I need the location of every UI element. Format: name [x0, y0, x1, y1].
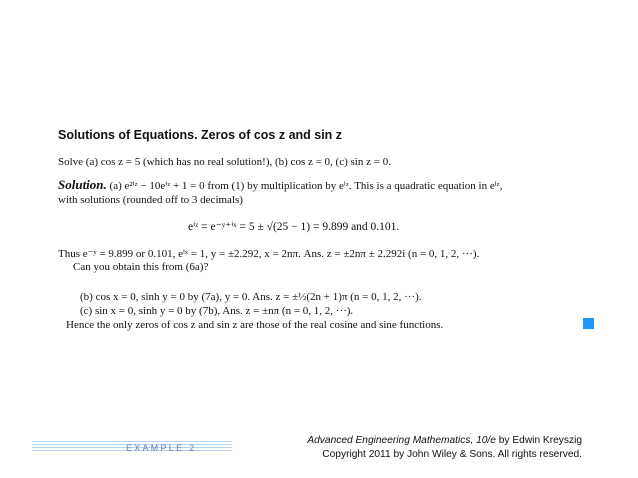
thus-line: Thus e⁻ʸ = 9.899 or 0.101, eⁱˣ = 1, y = ±2.292, x = 2nπ. Ans. z = ±2nπ ± 2.292i (n = 0, 1, 2, ···).: [58, 248, 480, 260]
footer-book-line: [307, 434, 582, 448]
solution-line-2: with solutions (rounded off to 3 decimals): [58, 194, 243, 206]
footer-copyright: Copyright 2011 by John Wiley & Sons. All rights reserved.: [322, 449, 582, 460]
example-title: Solutions of Equations. Zeros of cos z and sin z: [58, 128, 343, 142]
solution-label: Solution.: [58, 177, 107, 192]
solution-text-1: (a) e²ⁱᶻ − 10eⁱᶻ + 1 = 0 from (1) by multiplication by eⁱᶻ. This is a quadratic equation in eⁱᶻ,: [109, 180, 503, 192]
part-c-line: (c) sin x = 0, sinh y = 0 by (7b), Ans. z = ±nπ (n = 0, 1, 2, ···).: [80, 305, 354, 317]
quadratic-solution-equation: eⁱᶻ = e⁻ʸ⁺ⁱˣ = 5 ± √(25 − 1) = 9.899 and 0.101.: [188, 221, 400, 233]
conclusion-line: Hence the only zeros of cos z and sin z are those of the real cosine and sine functions.: [66, 319, 444, 331]
footer-citation: [307, 434, 582, 462]
accent-square: [583, 318, 594, 329]
problem-statement: Solve (a) cos z = 5 (which has no real solution!), (b) cos z = 0, (c) sin z = 0.: [58, 156, 391, 168]
solution-line-1: [58, 177, 502, 193]
footer-author: by Edwin Kreyszig: [495, 435, 582, 446]
footer-book-title: Advanced Engineering Mathematics, 10/e: [307, 435, 496, 446]
example-number-label: EXAMPLE 2: [126, 443, 197, 453]
part-b-line: (b) cos x = 0, sinh y = 0 by (7a), y = 0. Ans. z = ±½(2n + 1)π (n = 0, 1, 2, ···).: [80, 291, 422, 303]
question-line: Can you obtain this from (6a)?: [73, 261, 209, 273]
